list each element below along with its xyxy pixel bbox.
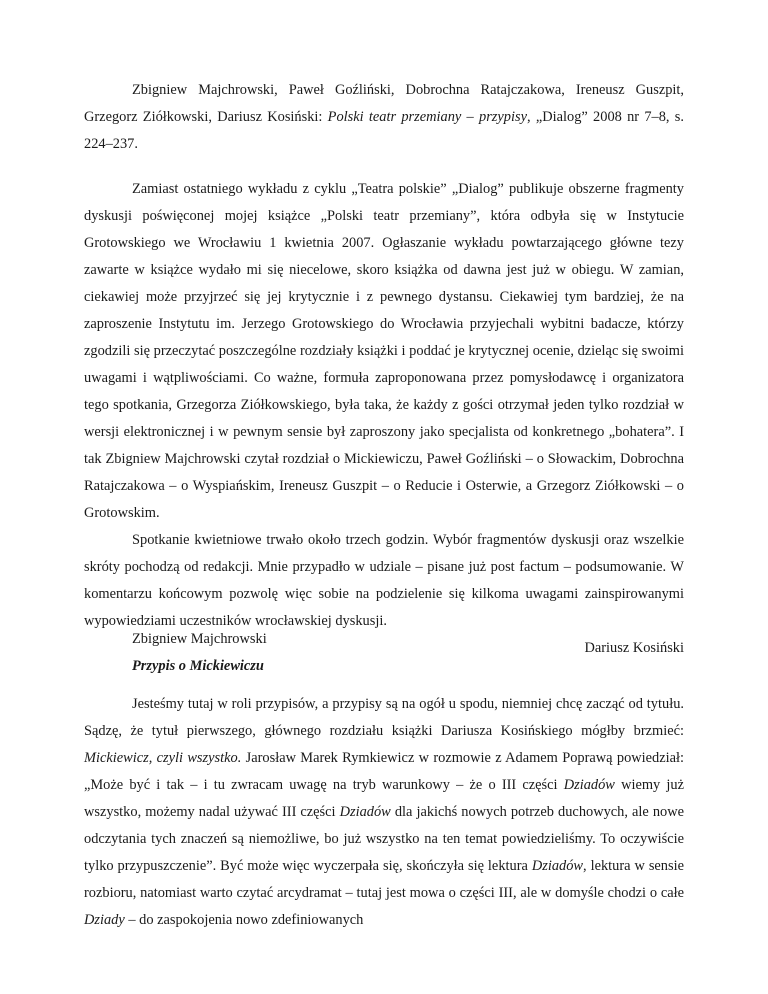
body-italic-1: Mickiewicz, czyli wszystko.: [84, 750, 242, 766]
citation-publication: , „Dialog” 2008 nr 7–8, s. 224–237.: [84, 109, 684, 152]
body-text-5: , lektura w sensie rozbioru, natomiast warto czytać arcydramat – tutaj jest mowa o części III, ale w domyśle chodzi o całe: [84, 858, 684, 901]
body-paragraph: [84, 691, 684, 934]
section-author: Zbigniew Majchrowski: [132, 631, 267, 647]
citation: [84, 77, 684, 158]
citation-title: Polski teatr przemiany – przypisy: [327, 109, 527, 125]
editorial-intro: [84, 176, 684, 662]
body-italic-2: Dziadów: [563, 777, 615, 793]
body-italic-3: Dziadów: [339, 804, 391, 820]
section-title: Przypis o Mickiewiczu: [132, 658, 264, 674]
body-text-4: dla jakichś nowych potrzeb duchowych, ale nowe odczytania tych znaczeń są niemożliwe, bo już wszystko na ten temat powiedzieliśmy. To oczywiście tylko przypuszczenie”. Być może więc wyczerpała się, skończyła się lektura: [84, 804, 684, 874]
section-body: [84, 691, 684, 934]
citation-authors: Zbigniew Majchrowski, Paweł Goźliński, Dobrochna Ratajczakowa, Ireneusz Guszpit, Grzegorz Ziółkowski, Dariusz Kosiński:: [84, 82, 684, 125]
body-text-3: wiemy już wszystko, możemy nadal używać III części: [84, 777, 684, 820]
body-italic-4: Dziadów: [531, 858, 584, 874]
citation-paragraph: [84, 77, 684, 158]
body-text-1: Jesteśmy tutaj w roli przypisów, a przypisy są na ogół u spodu, niemniej chcę zacząć od tytułu. Sądzę, że tytuł pierwszego, głównego rozdziału książki Dariusza Kosińskiego mógłby brzmieć:: [84, 696, 684, 739]
body-italic-5: Dziady: [84, 912, 125, 928]
section-header: [84, 626, 684, 680]
body-text-6: – do zaspokojenia nowo zdefiniowanych: [124, 912, 364, 928]
intro-paragraph-2: Spotkanie kwietniowe trwało około trzech godzin. Wybór fragmentów dyskusji oraz wszelkie skróty pochodzą od redakcji. Mnie przypadło w udziale – pisane już post factum – podsumowanie. W komentarzu końcowym pozwolę więc sobie na podzielenie się kilkoma uwagami zainspirowanymi wypowiedziami uczestników wrocławskiej dyskusji.: [84, 532, 684, 629]
body-text-2: Jarosław Marek Rymkiewicz w rozmowie z Adamem Poprawą powiedział: „Może być i tak – i tu zwracam uwagę na tryb warunkowy – że o III części: [84, 750, 685, 793]
intro-paragraph-1: Zamiast ostatniego wykładu z cyklu „Teatra polskie” „Dialog” publikuje obszerne fragmenty dyskusji poświęconej mojej książce „Polski teatr przemiany”, która odbyła się w Instytucie Grotowskiego we Wrocławiu 1 kwietnia 2007. Ogłaszanie wykładu powtarzającego główne tezy zawarte w książce wydało mi się niecelowe, skoro książka od dawna jest już w obiegu. W zamian, ciekawiej może przyjrzeć się jej krytycznie i z pewnego dystansu. Ciekawiej tym bardziej, że na zaproszenie Instytutu im. Jerzego Grotowskiego do Wrocławia przyjechali wybitni badacze, którzy zgodzili się przeczytać poszczególne rozdziały książki i poddać je krytycznej ocenie, dzieląc się swoimi uwagami i wątpliwościami. Co ważne, formuła zaproponowana przez pomysłodawcę i organizatora tego spotkania, Grzegorza Ziółkowskiego, była taka, że każdy z gości otrzymał jeden tylko rozdział w wersji elektronicznej i w pewnym sensie był zaproszony jako specjalista od konkretnego „bohatera”. I tak Zbigniew Majchrowski czytał rozdział o Mickiewiczu, Paweł Goźliński – o Słowackim, Dobrochna Ratajczakowa – o Wyspiańskim, Ireneusz Guszpit – o Reducie i Osterwie, a Grzegorz Ziółkowski – o Grotowskim.: [84, 181, 684, 521]
intro-signature: Dariusz Kosiński: [584, 640, 684, 656]
